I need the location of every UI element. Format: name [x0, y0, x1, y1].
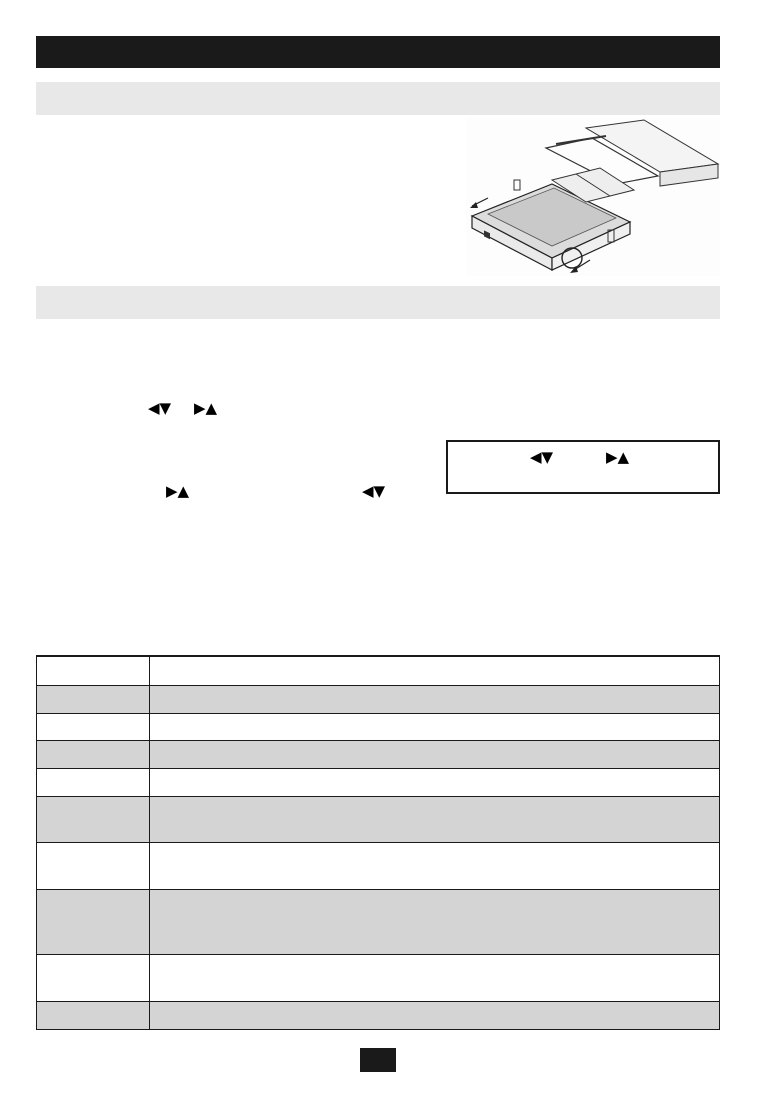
table-cell-key — [37, 1001, 150, 1029]
left-down-arrows-icon: ◀▼ — [530, 448, 554, 466]
right-up-arrows-icon: ▶▲ — [166, 482, 190, 500]
table-cell-key — [37, 954, 150, 1001]
section-header-1 — [36, 82, 720, 115]
table-cell-value — [150, 796, 720, 842]
table-row — [37, 796, 720, 842]
table-cell-key — [37, 889, 150, 954]
table-cell-value — [150, 954, 720, 1001]
table-cell-key — [37, 740, 150, 768]
table-row — [37, 685, 720, 713]
page-title-bar — [36, 36, 720, 68]
table-row — [37, 656, 720, 685]
table-cell-key — [37, 796, 150, 842]
right-up-arrows-icon: ▶▲ — [606, 448, 630, 466]
section-header-2 — [36, 286, 720, 319]
table-cell-key — [37, 768, 150, 796]
table-cell-value — [150, 656, 720, 685]
table-cell-value — [150, 768, 720, 796]
table-cell-key — [37, 685, 150, 713]
table-row — [37, 713, 720, 740]
table-row — [37, 1001, 720, 1029]
spec-table — [36, 655, 720, 1030]
table-cell-value — [150, 740, 720, 768]
page-number-box — [360, 1048, 396, 1072]
table-cell-value — [150, 1001, 720, 1029]
table-cell-key — [37, 656, 150, 685]
right-up-arrows-icon: ▶▲ — [194, 399, 218, 417]
table-cell-value — [150, 842, 720, 889]
table-row — [37, 889, 720, 954]
left-down-arrows-icon: ◀▼ — [362, 482, 386, 500]
table-cell-value — [150, 889, 720, 954]
table-row — [37, 740, 720, 768]
table-row — [37, 842, 720, 889]
left-down-arrows-icon: ◀▼ — [148, 399, 172, 417]
table-row — [37, 768, 720, 796]
table-cell-key — [37, 713, 150, 740]
console-drawer-illustration — [466, 118, 720, 276]
table-cell-value — [150, 713, 720, 740]
table-cell-key — [37, 842, 150, 889]
note-callout-box — [446, 440, 720, 494]
table-cell-value — [150, 685, 720, 713]
table-row — [37, 954, 720, 1001]
